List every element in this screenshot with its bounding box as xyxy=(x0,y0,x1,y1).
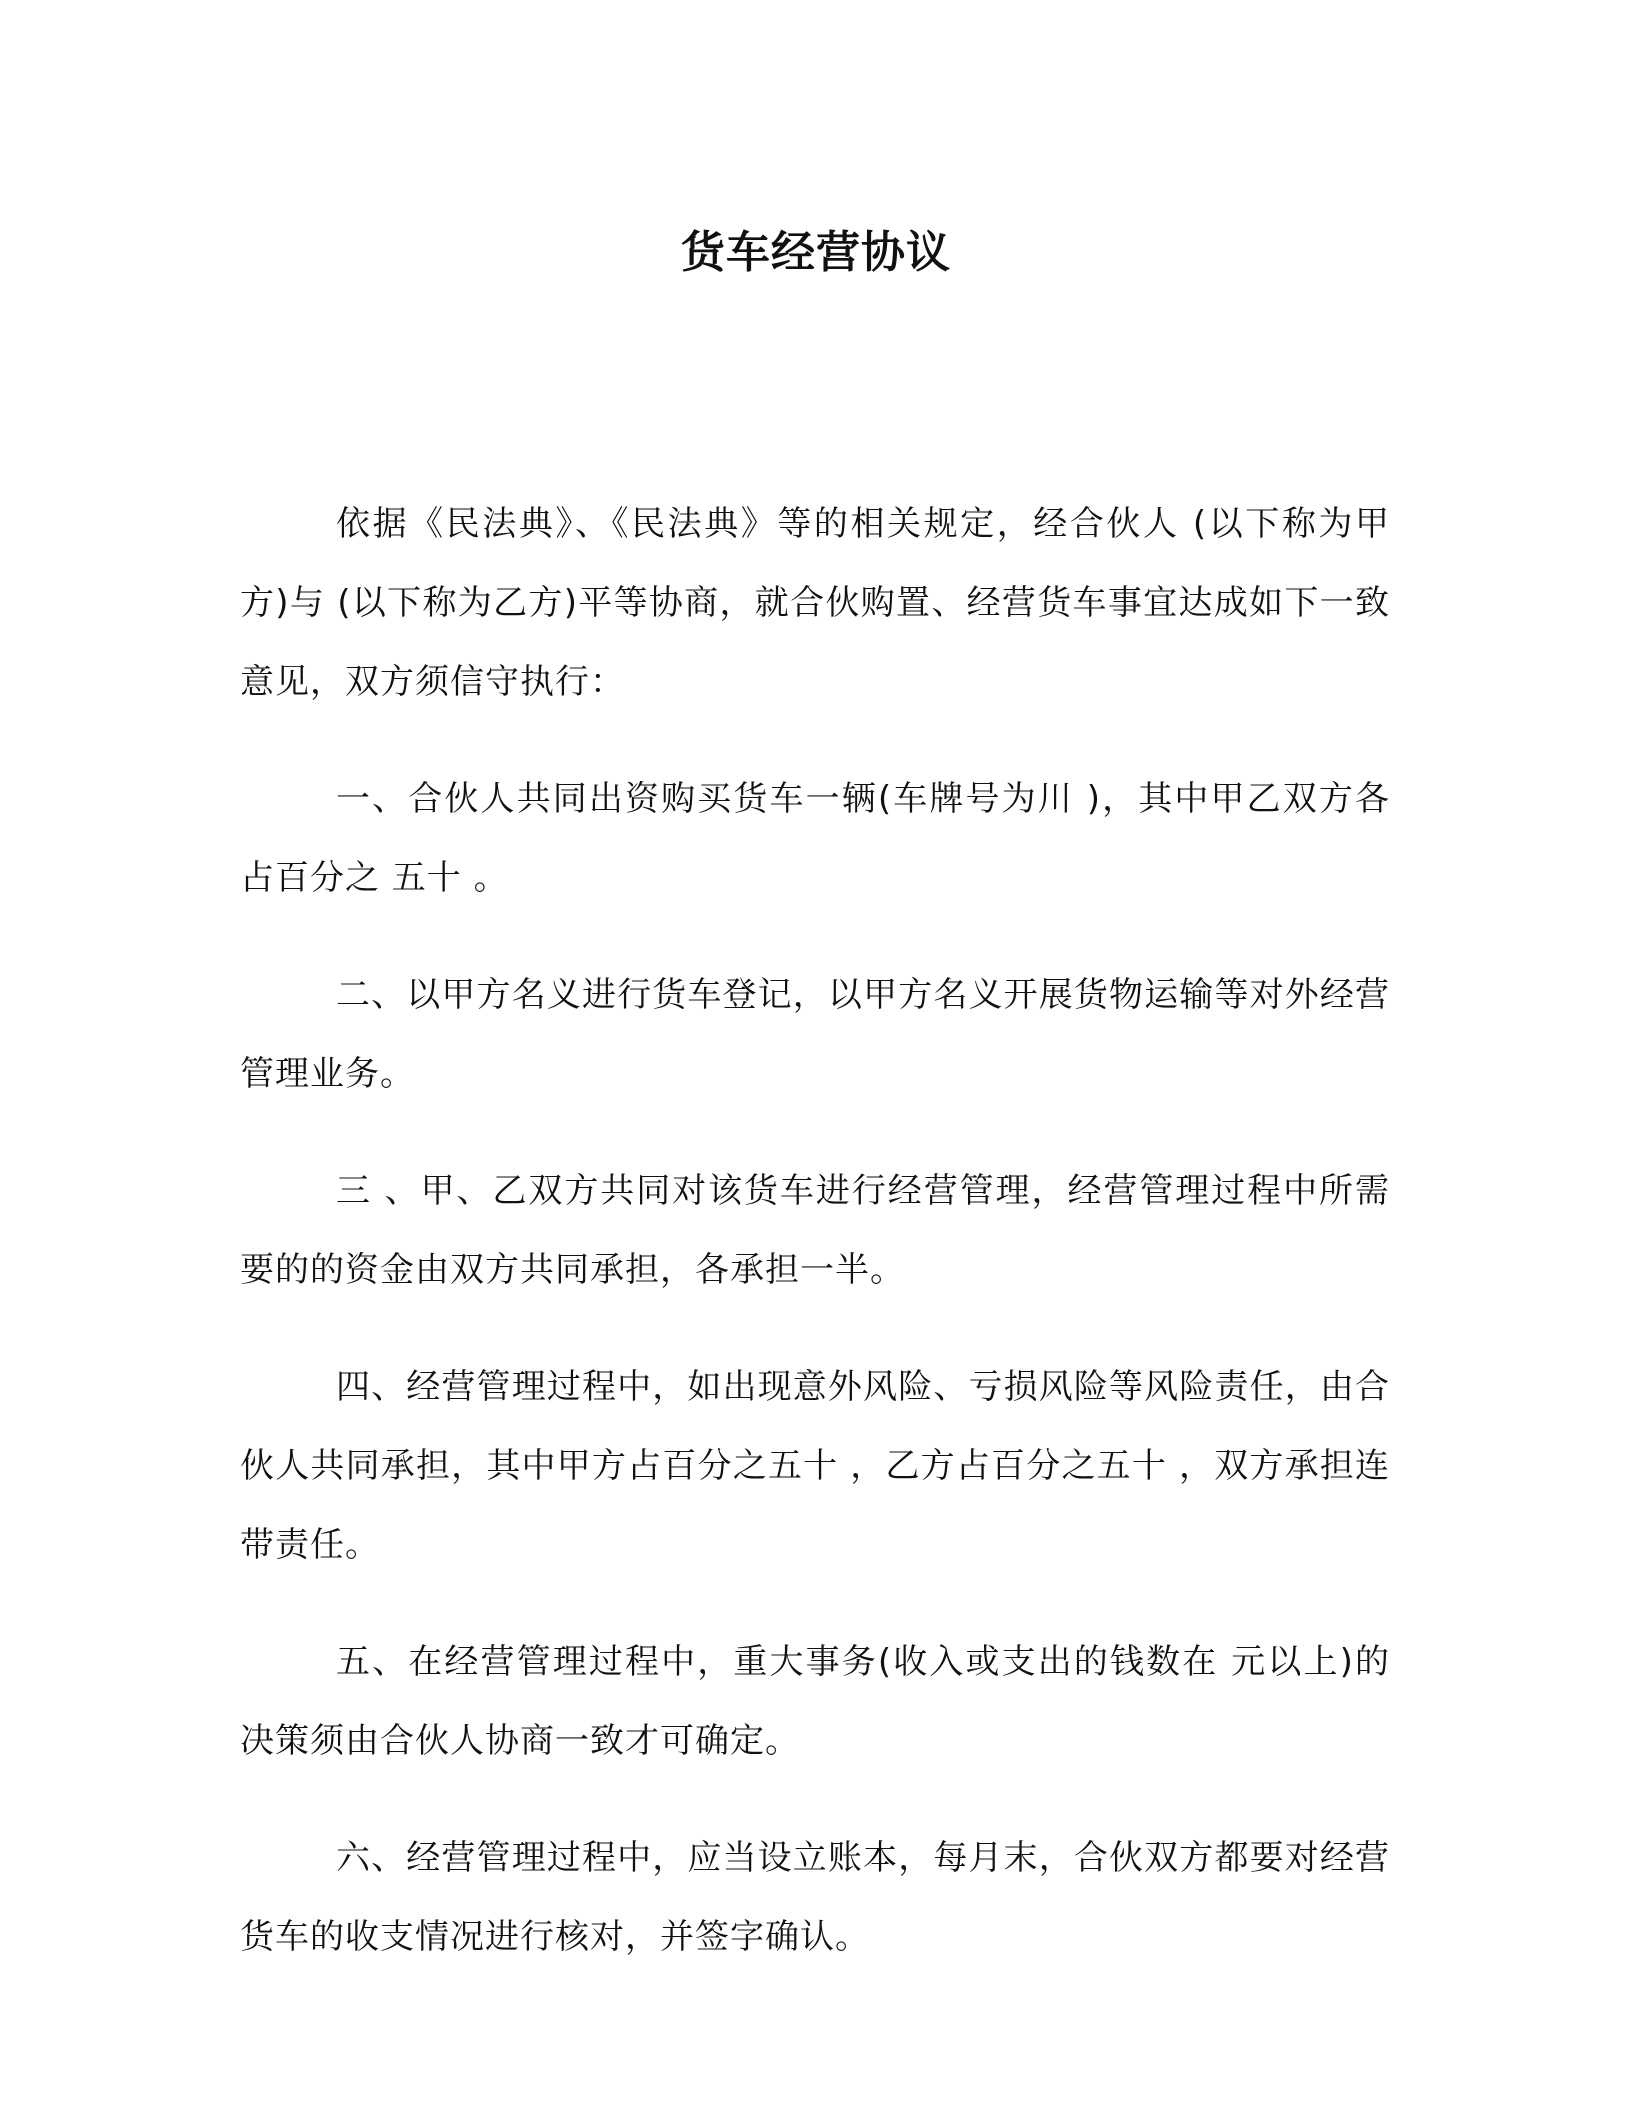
clause-5-paragraph: 五、在经营管理过程中，重大事务(收入或支出的钱数在 元以上)的决策须由合伙人协商一致才可确定。 xyxy=(240,1642,1390,1761)
clause-4-paragraph: 四、经营管理过程中，如出现意外风险、亏损风险等风险责任，由合伙人共同承担，其中甲方占百分之五十 ，乙方占百分之五十 ，双方承担连带责任。 xyxy=(240,1367,1390,1565)
clause-2-paragraph: 二、以甲方名义进行货车登记，以甲方名义开展货物运输等对外经营管理业务。 xyxy=(240,975,1390,1094)
clause-6-paragraph: 六、经营管理过程中，应当设立账本，每月末，合伙双方都要对经营货车的收支情况进行核对，并签字确认。 xyxy=(240,1838,1390,1957)
document-body xyxy=(240,485,1390,2015)
document-title: 货车经营协议 xyxy=(681,227,951,278)
clause-1-paragraph: 一、合伙人共同出资购买货车一辆(车牌号为川 )，其中甲乙双方各占百分之 五十 。 xyxy=(240,779,1390,898)
preamble-paragraph: 依据《民法典》、《民法典》等的相关规定，经合伙人 (以下称为甲方)与 (以下称为乙方)平等协商，就合伙购置、经营货车事宜达成如下一致意见，双方须信守执行： xyxy=(240,504,1390,702)
clause-3-paragraph: 三 、甲、乙双方共同对该货车进行经营管理，经营管理过程中所需要的的资金由双方共同承担，各承担一半。 xyxy=(240,1171,1390,1290)
